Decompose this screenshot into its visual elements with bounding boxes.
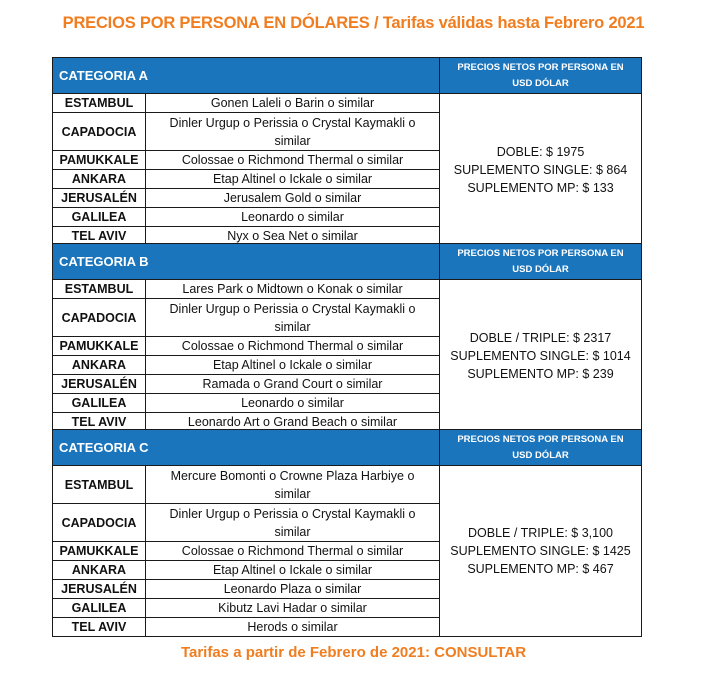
price-header-line: PRECIOS NETOS POR PERSONA EN <box>457 247 624 259</box>
page-title: PRECIOS POR PERSONA EN DÓLARES / Tarifas válidas hasta Febrero 2021 <box>62 14 645 32</box>
hotel-cell <box>146 94 440 113</box>
category-header <box>53 244 642 280</box>
hotel-cell <box>146 599 440 618</box>
hotel-line: Nyx o Sea Net o similar <box>227 229 358 243</box>
hotel-cell <box>146 208 440 227</box>
hotel-cell <box>146 542 440 561</box>
city-cell: TEL AVIV <box>53 413 146 432</box>
prices-cell <box>440 94 642 246</box>
price-line: SUPLEMENTO SINGLE: $ 1425 <box>450 544 631 558</box>
category-name: CATEGORIA A <box>53 58 440 94</box>
hotel-line: Leonardo o similar <box>241 396 344 410</box>
city-cell: CAPADOCIA <box>53 299 146 337</box>
hotel-line: Kibutz Lavi Hadar o similar <box>218 601 367 615</box>
hotel-line: Leonardo Plaza o similar <box>223 582 362 596</box>
hotel-line: Mercure Bomonti o Crowne Plaza Harbiye o <box>170 468 415 483</box>
hotel-line: Leonardo o similar <box>241 210 344 224</box>
category-name: CATEGORIA C <box>53 430 440 466</box>
hotel-cell <box>146 299 440 337</box>
hotel-cell <box>146 280 440 299</box>
price-header-line: USD DÓLAR <box>512 449 569 461</box>
prices-cell <box>440 466 642 637</box>
price-column-header <box>440 244 642 280</box>
hotel-line: Etap Altinel o Ickale o similar <box>212 172 373 186</box>
city-cell: ESTAMBUL <box>53 94 146 113</box>
table-row <box>53 280 642 299</box>
city-cell: ESTAMBUL <box>53 466 146 504</box>
city-cell: JERUSALÉN <box>53 580 146 599</box>
price-header-line: USD DÓLAR <box>512 77 569 89</box>
hotel-line: Etap Altinel o Ickale o similar <box>212 563 373 577</box>
price-header-line: PRECIOS NETOS POR PERSONA EN <box>457 61 624 73</box>
table-row <box>53 466 642 504</box>
hotel-line: similar <box>274 524 311 539</box>
hotel-line: Dinler Urgup o Perissia o Crystal Kaymakli o <box>169 115 416 130</box>
city-cell: PAMUKKALE <box>53 151 146 170</box>
hotel-cell <box>146 561 440 580</box>
price-line: SUPLEMENTO SINGLE: $ 864 <box>453 162 628 177</box>
hotel-line: similar <box>274 486 311 501</box>
city-cell: PAMUKKALE <box>53 542 146 561</box>
hotel-cell <box>146 356 440 375</box>
footer-note: Tarifas a partir de Febrero de 2021: CONSULTAR <box>180 644 527 661</box>
price-header-line: USD DÓLAR <box>512 263 569 275</box>
hotel-line: Leonardo Art o Grand Beach o similar <box>187 415 398 429</box>
hotel-line: Dinler Urgup o Perissia o Crystal Kaymakli o <box>169 506 416 521</box>
hotel-cell <box>146 189 440 208</box>
category-table-b <box>52 243 642 432</box>
hotel-line: similar <box>274 319 311 334</box>
prices-cell <box>440 280 642 432</box>
category-table-c <box>52 429 642 637</box>
hotel-cell <box>146 618 440 637</box>
hotel-line: Ramada o Grand Court o similar <box>202 377 383 391</box>
hotel-cell <box>146 394 440 413</box>
category-header <box>53 58 642 94</box>
price-line: DOBLE: $ 1975 <box>496 144 585 159</box>
table-row <box>53 94 642 113</box>
hotel-line: Dinler Urgup o Perissia o Crystal Kaymakli o <box>169 301 416 316</box>
price-header-line: PRECIOS NETOS POR PERSONA EN <box>457 433 624 445</box>
hotel-cell <box>146 375 440 394</box>
hotel-line: Herods o similar <box>247 620 338 634</box>
price-column-header <box>440 58 642 94</box>
city-cell: ANKARA <box>53 170 146 189</box>
hotel-line: Colossae o Richmond Thermal o similar <box>181 544 404 558</box>
hotel-cell <box>146 113 440 151</box>
hotel-cell <box>146 170 440 189</box>
hotel-line: Gonen Laleli o Barin o similar <box>210 96 375 110</box>
city-cell: CAPADOCIA <box>53 113 146 151</box>
city-cell: JERUSALÉN <box>53 189 146 208</box>
price-line: SUPLEMENTO MP: $ 133 <box>467 180 614 195</box>
city-cell: CAPADOCIA <box>53 504 146 542</box>
city-cell: GALILEA <box>53 599 146 618</box>
price-column-header <box>440 430 642 466</box>
city-cell: JERUSALÉN <box>53 375 146 394</box>
hotel-line: Jerusalem Gold o similar <box>223 191 362 205</box>
city-cell: PAMUKKALE <box>53 337 146 356</box>
city-cell: GALILEA <box>53 208 146 227</box>
city-cell: TEL AVIV <box>53 618 146 637</box>
city-cell: ESTAMBUL <box>53 280 146 299</box>
price-line: SUPLEMENTO MP: $ 239 <box>467 366 614 381</box>
hotel-line: Lares Park o Midtown o Konak o similar <box>182 282 403 296</box>
category-name: CATEGORIA B <box>53 244 440 280</box>
city-cell: TEL AVIV <box>53 227 146 246</box>
price-line: DOBLE / TRIPLE: $ 2317 <box>469 330 612 345</box>
price-line: SUPLEMENTO SINGLE: $ 1014 <box>450 348 631 363</box>
hotel-line: Etap Altinel o Ickale o similar <box>212 358 373 372</box>
hotel-line: Colossae o Richmond Thermal o similar <box>181 339 404 353</box>
category-header <box>53 430 642 466</box>
city-cell: GALILEA <box>53 394 146 413</box>
category-table-a <box>52 57 642 246</box>
hotel-cell <box>146 466 440 504</box>
city-cell: ANKARA <box>53 356 146 375</box>
hotel-cell <box>146 337 440 356</box>
city-cell: ANKARA <box>53 561 146 580</box>
price-line: SUPLEMENTO MP: $ 467 <box>467 562 614 576</box>
hotel-line: similar <box>274 133 311 148</box>
price-line: DOBLE / TRIPLE: $ 3,100 <box>468 526 613 540</box>
hotel-line: Colossae o Richmond Thermal o similar <box>181 153 404 167</box>
hotel-cell <box>146 580 440 599</box>
hotel-cell <box>146 504 440 542</box>
hotel-cell <box>146 151 440 170</box>
